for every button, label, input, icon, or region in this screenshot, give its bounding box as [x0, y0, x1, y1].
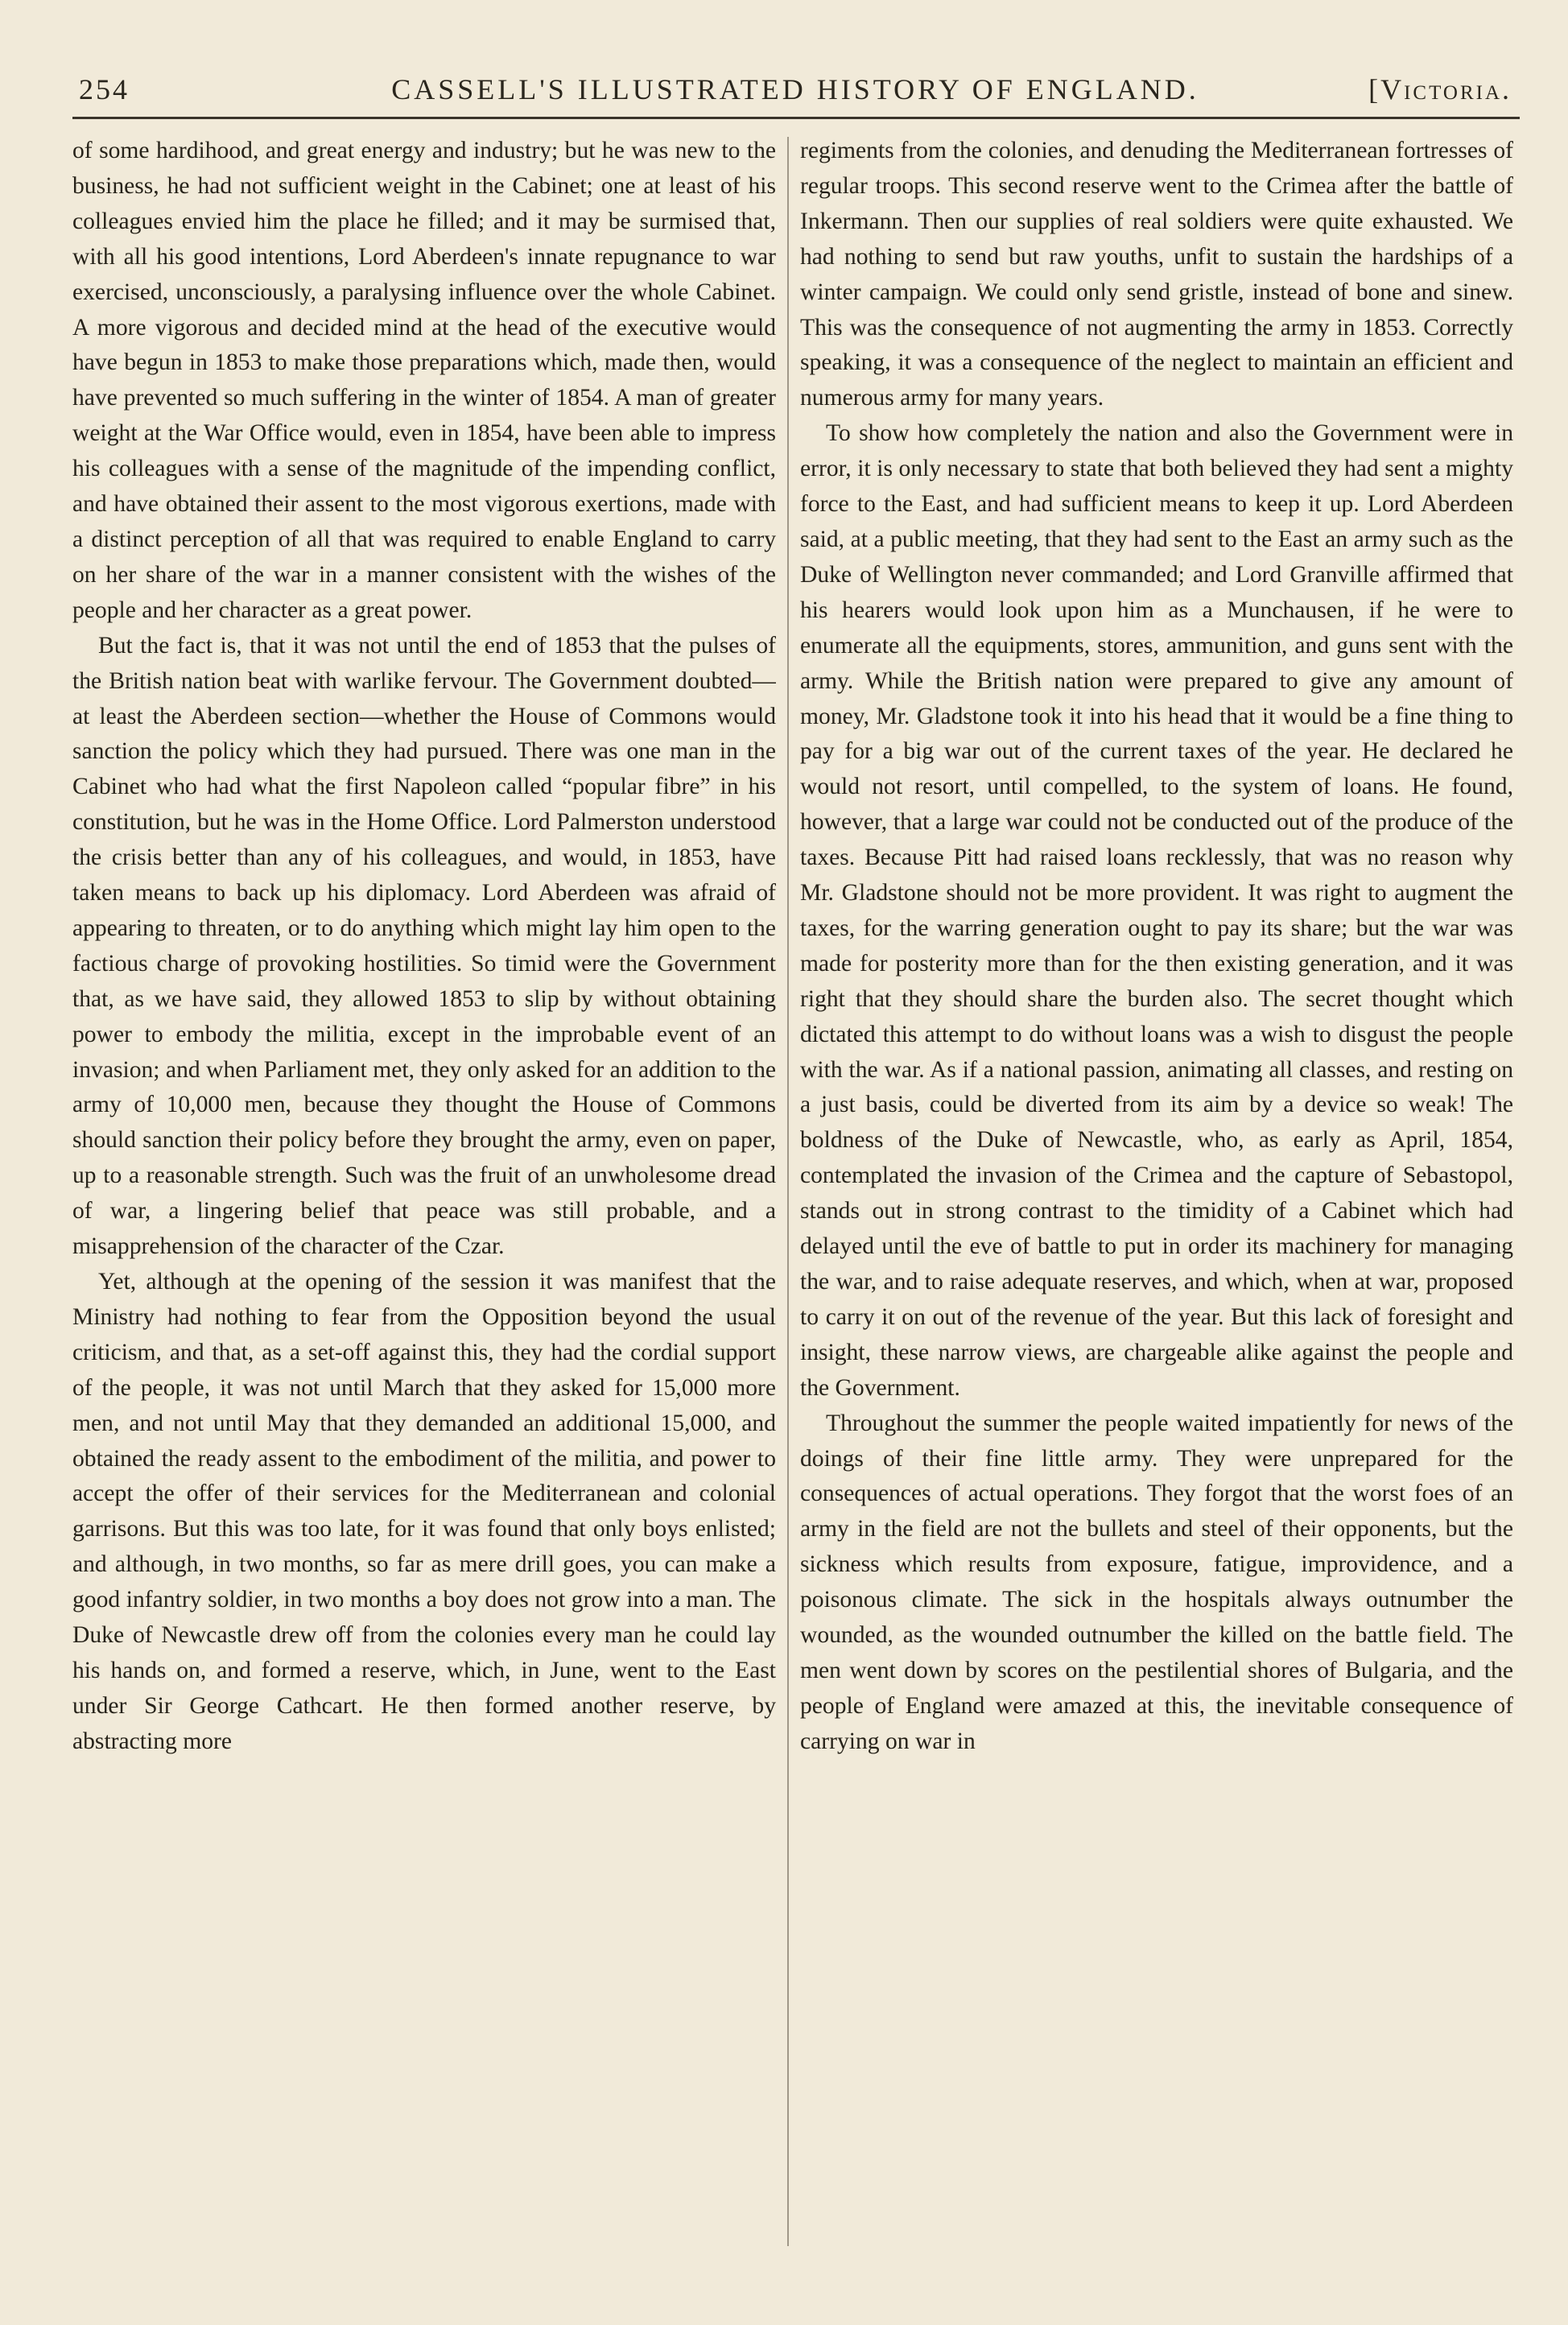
paragraph: But the fact is, that it was not until the end of 1853 that the pulses of the British nation beat with warlike fervour. The Government doubted—at least the Aberdeen section—whether the House of Commons would sanction the policy which they had pursued. There was one man in the Cabinet who had what the first Napoleon called “popular fibre” in his constitution, but he was in the Home Office. Lord Palmerston understood the crisis better than any of his colleagues, and would, in 1853, have taken means to back up his diplomacy. Lord Aberdeen was afraid of appearing to threaten, or to do anything which might lay him open to the factious charge of provoking hostilities. So timid were the Government that, as we have said, they allowed 1853 to slip by without obtaining power to embody the militia, except in the improbable event of an invasion; and when Parliament met, they only asked for an addition to the army of 10,000 men, because they thought the House of Commons should sanction their policy before they brought the army, even on paper, up to a reasonable strength. Such was the fruit of an unwholesome dread of war, a lingering belief that peace was still probable, and a misapprehension of the character of the Czar. [72, 632, 776, 1260]
header-rule [72, 117, 1520, 119]
left-column [72, 134, 776, 2243]
paragraph: Throughout the summer the people waited impatiently for news of the doings of their fine little army. They were unprepared for the consequences of actual operations. They forgot that the worst foes of an army in the field are not the bullets and steel of their opponents, but the sickness which results from exposure, fatigue, improvidence, and a poisonous climate. The sick in the hospitals always outnumber the wounded, as the wounded outnumber the killed on the battle field. The men went down by scores on the pestilential shores of Bulgaria, and the people of England were amazed at this, the inevitable consequence of carrying on war in [800, 1410, 1513, 1754]
running-header [79, 64, 1512, 113]
page-number: 254 [79, 73, 130, 105]
paragraph: To show how completely the nation and also the Government were in error, it is only necessary to state that both believed they had sent a mighty force to the East, and had sufficient means to keep it up. Lord Aberdeen said, at a public meeting, that they had sent to the East an army such as the Duke of Wellington never commanded; and Lord Granville affirmed that his hearers would look upon him as a Munchausen, if he were to enumerate all the equipments, stores, ammunition, and guns sent with the army. While the British nation were prepared to give any amount of money, Mr. Gladstone took it into his head that it would be a fine thing to pay for a big war out of the current taxes of the year. He declared he would not resort, until compelled, to the system of loans. He found, however, that a large war could not be conducted out of the produce of the taxes. Because Pitt had raised loans recklessly, that was no reason why Mr. Gladstone should not be more provident. It was right to augment the taxes, for the warring generation ought to pay its share; but the war was made for posterity more than for the then existing generation, and it was right that they should share the burden also. The secret thought which dictated this attempt to do without loans was a wish to disgust the people with the war. As if a national passion, animating all classes, and resting on a just basis, could be diverted from its aim by a device so weak! The boldness of the Duke of Newcastle, who, as early as April, 1854, contemplated the invasion of the Crimea and the capture of Sebastopol, stands out in strong contrast to the timidity of a Cabinet which had delayed until the eve of battle to put in order its machinery for managing the war, and to raise adequate reserves, and which, when at war, proposed to carry it on out of the revenue of the year. But this lack of foresight and insight, these narrow views, are chargeable alike against the people and the Government. [800, 420, 1513, 1401]
right-column [800, 134, 1513, 2243]
column-divider [787, 137, 789, 2246]
section-label: [Victoria. [1368, 73, 1512, 105]
paragraph: of some hardihood, and great energy and industry; but he was new to the business, he had not sufficient weight in the Cabinet; one at least of his colleagues envied him the place he filled; and it may be surmised that, with all his good intentions, Lord Aberdeen's innate repugnance to war exercised, unconsciously, a paralysing influence over the whole Cabinet. A more vigorous and decided mind at the head of the executive would have begun in 1853 to make those preparations which, made then, would have prevented so much suffering in the winter of 1854. A man of greater weight at the War Office would, even in 1854, have been able to impress his colleagues with a sense of the magnitude of the impending conflict, and have obtained their assent to the most vigorous exertions, made with a distinct perception of all that was required to enable England to carry on her share of the war in a manner consistent with the wishes of the people and her character as a great power. [72, 138, 776, 623]
paragraph: regiments from the colonies, and denuding the Mediterranean fortresses of regular troops. This second reserve went to the Crimea after the battle of Inkermann. Then our supplies of real soldiers were quite exhausted. We had nothing to send but raw youths, unfit to sustain the hardships of a winter campaign. We could only send gristle, instead of bone and sinew. This was the consequence of not augmenting the army in 1853. Correctly speaking, it was a consequence of the neglect to maintain an efficient and numerous army for many years. [800, 138, 1513, 411]
running-title: CASSELL'S ILLUSTRATED HISTORY OF ENGLAND. [391, 73, 1199, 105]
paragraph: Yet, although at the opening of the session it was manifest that the Ministry had nothing to fear from the Opposition beyond the usual criticism, and that, as a set-off against this, they had the cordial support of the people, it was not until March that they asked for 15,000 more men, and not until May that they demanded an additional 15,000, and obtained the ready assent to the embodiment of the militia, and power to accept the offer of their services for the Mediterranean and colonial garrisons. But this was too late, for it was found that only boys enlisted; and although, in two months, so far as mere drill goes, you can make a good infantry soldier, in two months a boy does not grow into a man. The Duke of Newcastle drew off from the colonies every man he could lay his hands on, and formed a reserve, which, in June, went to the East under Sir George Cathcart. He then formed another reserve, by abstracting more [72, 1269, 776, 1754]
